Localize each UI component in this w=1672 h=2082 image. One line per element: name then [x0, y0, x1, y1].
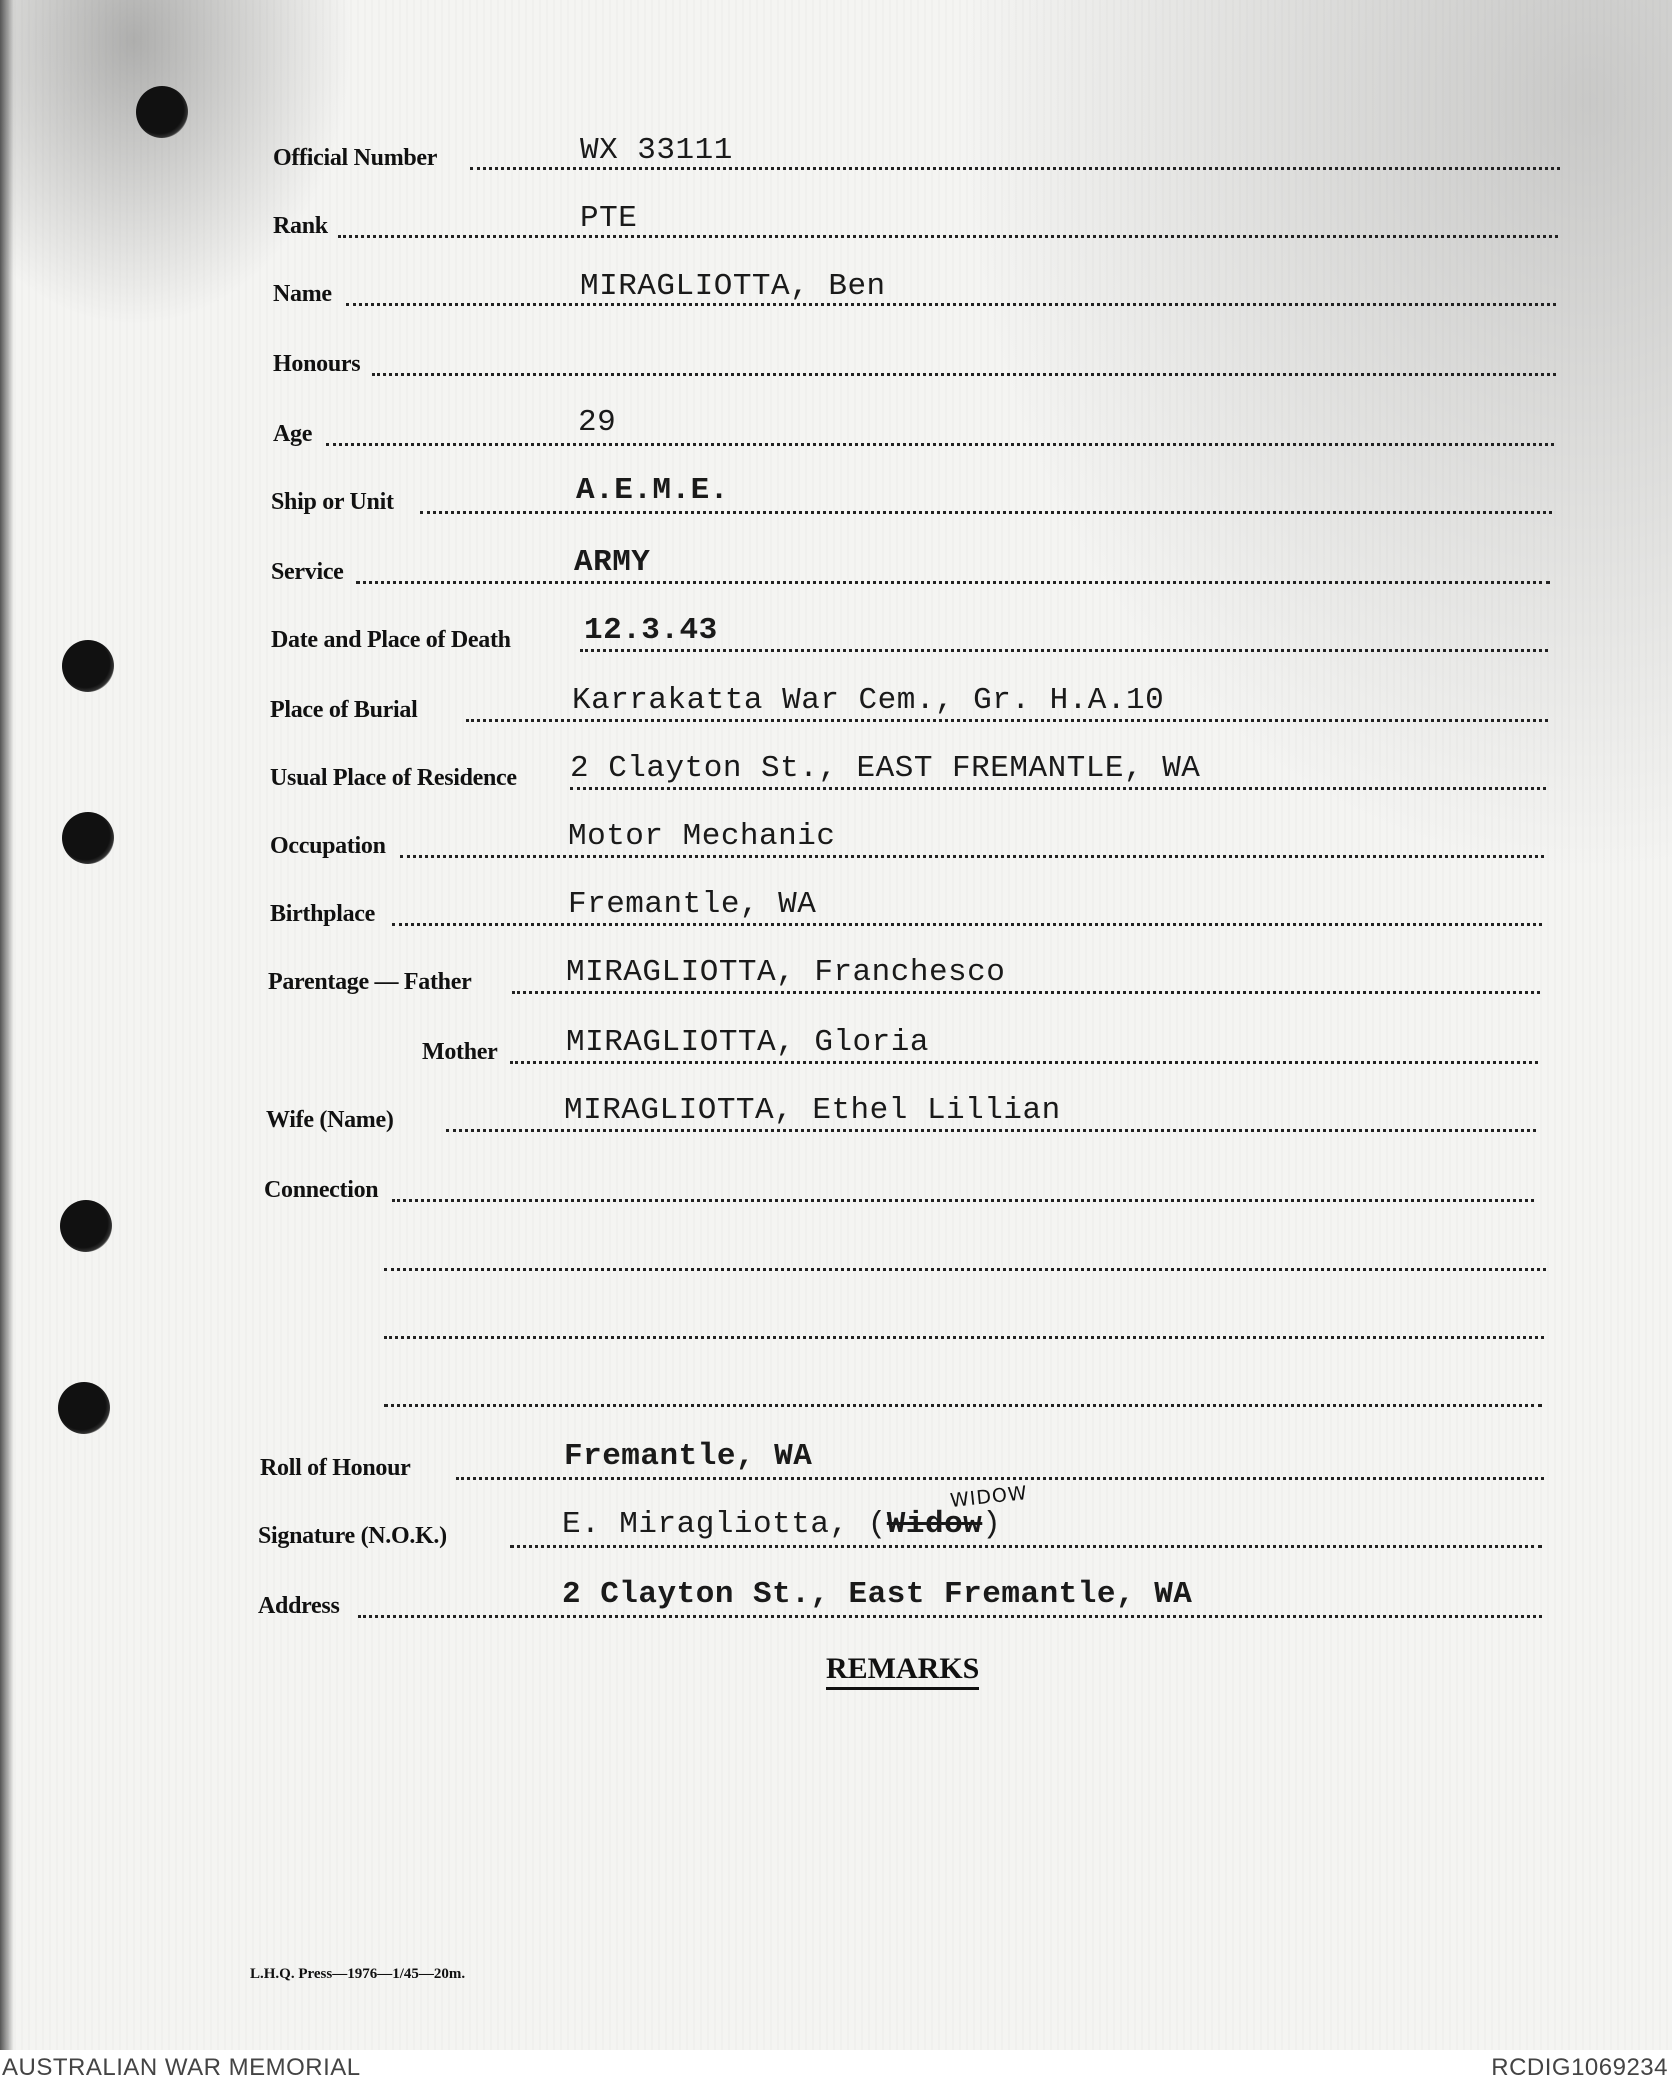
field-age	[0, 405, 1594, 454]
connection-blank-line	[384, 1336, 1544, 1339]
field-label: Address	[258, 1593, 340, 1619]
connection-blank-line	[384, 1404, 1542, 1407]
field-official-number	[0, 133, 1600, 178]
field-label: Wife (Name)	[266, 1107, 394, 1133]
field-line	[346, 303, 1556, 306]
field-occupation	[0, 819, 1584, 866]
field-label: Birthplace	[270, 901, 375, 927]
field-service	[0, 545, 1590, 592]
field-label: Place of Burial	[270, 697, 418, 723]
field-label: Parentage — Father	[268, 969, 472, 995]
field-line	[392, 923, 1542, 926]
field-line	[570, 787, 1546, 790]
punch-hole	[58, 1382, 110, 1434]
field-line	[326, 443, 1554, 446]
field-value: PTE	[580, 201, 638, 236]
archive-footer	[0, 2050, 1672, 2082]
signature-close: )	[982, 1507, 1002, 1542]
field-line	[420, 511, 1552, 514]
field-value: MIRAGLIOTTA, Franchesco	[566, 955, 1006, 990]
field-value: MIRAGLIOTTA, Ben	[580, 269, 886, 304]
field-value: A.E.M.E.	[576, 473, 729, 508]
field-label: Roll of Honour	[260, 1455, 411, 1481]
archive-name: AUSTRALIAN WAR MEMORIAL	[2, 2054, 361, 2081]
field-label: Occupation	[270, 833, 386, 859]
field-value: Motor Mechanic	[568, 819, 836, 854]
field-line	[358, 1615, 1542, 1618]
connection-blank-line	[384, 1268, 1546, 1271]
remarks-heading: REMARKS	[826, 1652, 979, 1690]
field-line	[456, 1477, 1544, 1480]
field-label: Mother	[422, 1039, 498, 1065]
field-signature	[0, 1507, 1582, 1556]
field-line	[338, 235, 1558, 238]
field-usual-residence	[0, 751, 1586, 798]
field-value: 2 Clayton St., EAST FREMANTLE, WA	[570, 751, 1201, 786]
archive-id: RCDIG1069234	[1491, 2054, 1668, 2081]
handwritten-correction: WIDOW	[949, 1481, 1029, 1513]
field-mother	[0, 1025, 1578, 1072]
field-value: Fremantle, WA	[564, 1439, 813, 1474]
field-value: 12.3.43	[584, 613, 718, 648]
field-line	[356, 581, 1550, 584]
field-label: Rank	[273, 213, 328, 239]
field-value: Karrakatta War Cem., Gr. H.A.10	[572, 683, 1165, 718]
field-father	[0, 955, 1580, 1002]
field-connection	[0, 1170, 1574, 1210]
field-line	[466, 719, 1548, 722]
field-honours	[0, 344, 1596, 384]
field-value	[562, 1507, 1001, 1542]
field-line	[446, 1129, 1536, 1132]
field-label: Age	[273, 421, 313, 447]
field-value: ARMY	[574, 545, 651, 580]
field-label: Official Number	[273, 145, 438, 171]
field-label: Connection	[264, 1177, 379, 1203]
field-value: 29	[578, 405, 617, 440]
field-label: Usual Place of Residence	[270, 765, 517, 791]
signature-text: E. Miragliotta, (	[562, 1507, 887, 1542]
field-value: MIRAGLIOTTA, Ethel Lillian	[564, 1093, 1061, 1128]
field-address	[0, 1577, 1582, 1626]
field-label: Signature (N.O.K.)	[258, 1523, 447, 1549]
field-value: WX 33111	[580, 133, 733, 168]
struck-word: Widow	[886, 1507, 983, 1542]
field-date-place-of-death	[0, 613, 1588, 660]
field-ship-or-unit	[0, 473, 1592, 522]
field-value: Fremantle, WA	[568, 887, 817, 922]
field-label: Ship or Unit	[271, 489, 394, 515]
field-line	[510, 1545, 1542, 1548]
field-line	[400, 855, 1544, 858]
field-roll-of-honour	[0, 1439, 1584, 1488]
field-line	[372, 373, 1556, 376]
field-line	[392, 1199, 1534, 1202]
field-value: MIRAGLIOTTA, Gloria	[566, 1025, 929, 1060]
field-line	[512, 991, 1540, 994]
field-label: Service	[271, 559, 344, 585]
field-label: Name	[273, 281, 332, 307]
field-label: Date and Place of Death	[271, 627, 511, 653]
field-label: Honours	[273, 351, 361, 377]
field-line	[580, 649, 1548, 652]
field-rank	[0, 201, 1598, 246]
field-value: 2 Clayton St., East Fremantle, WA	[562, 1577, 1193, 1612]
field-birthplace	[0, 887, 1582, 934]
field-place-of-burial	[0, 683, 1588, 730]
field-wife	[0, 1093, 1576, 1140]
press-line: L.H.Q. Press—1976—1/45—20m.	[250, 1966, 466, 1982]
field-line	[510, 1061, 1538, 1064]
field-name	[0, 269, 1596, 314]
punch-hole	[136, 86, 188, 138]
